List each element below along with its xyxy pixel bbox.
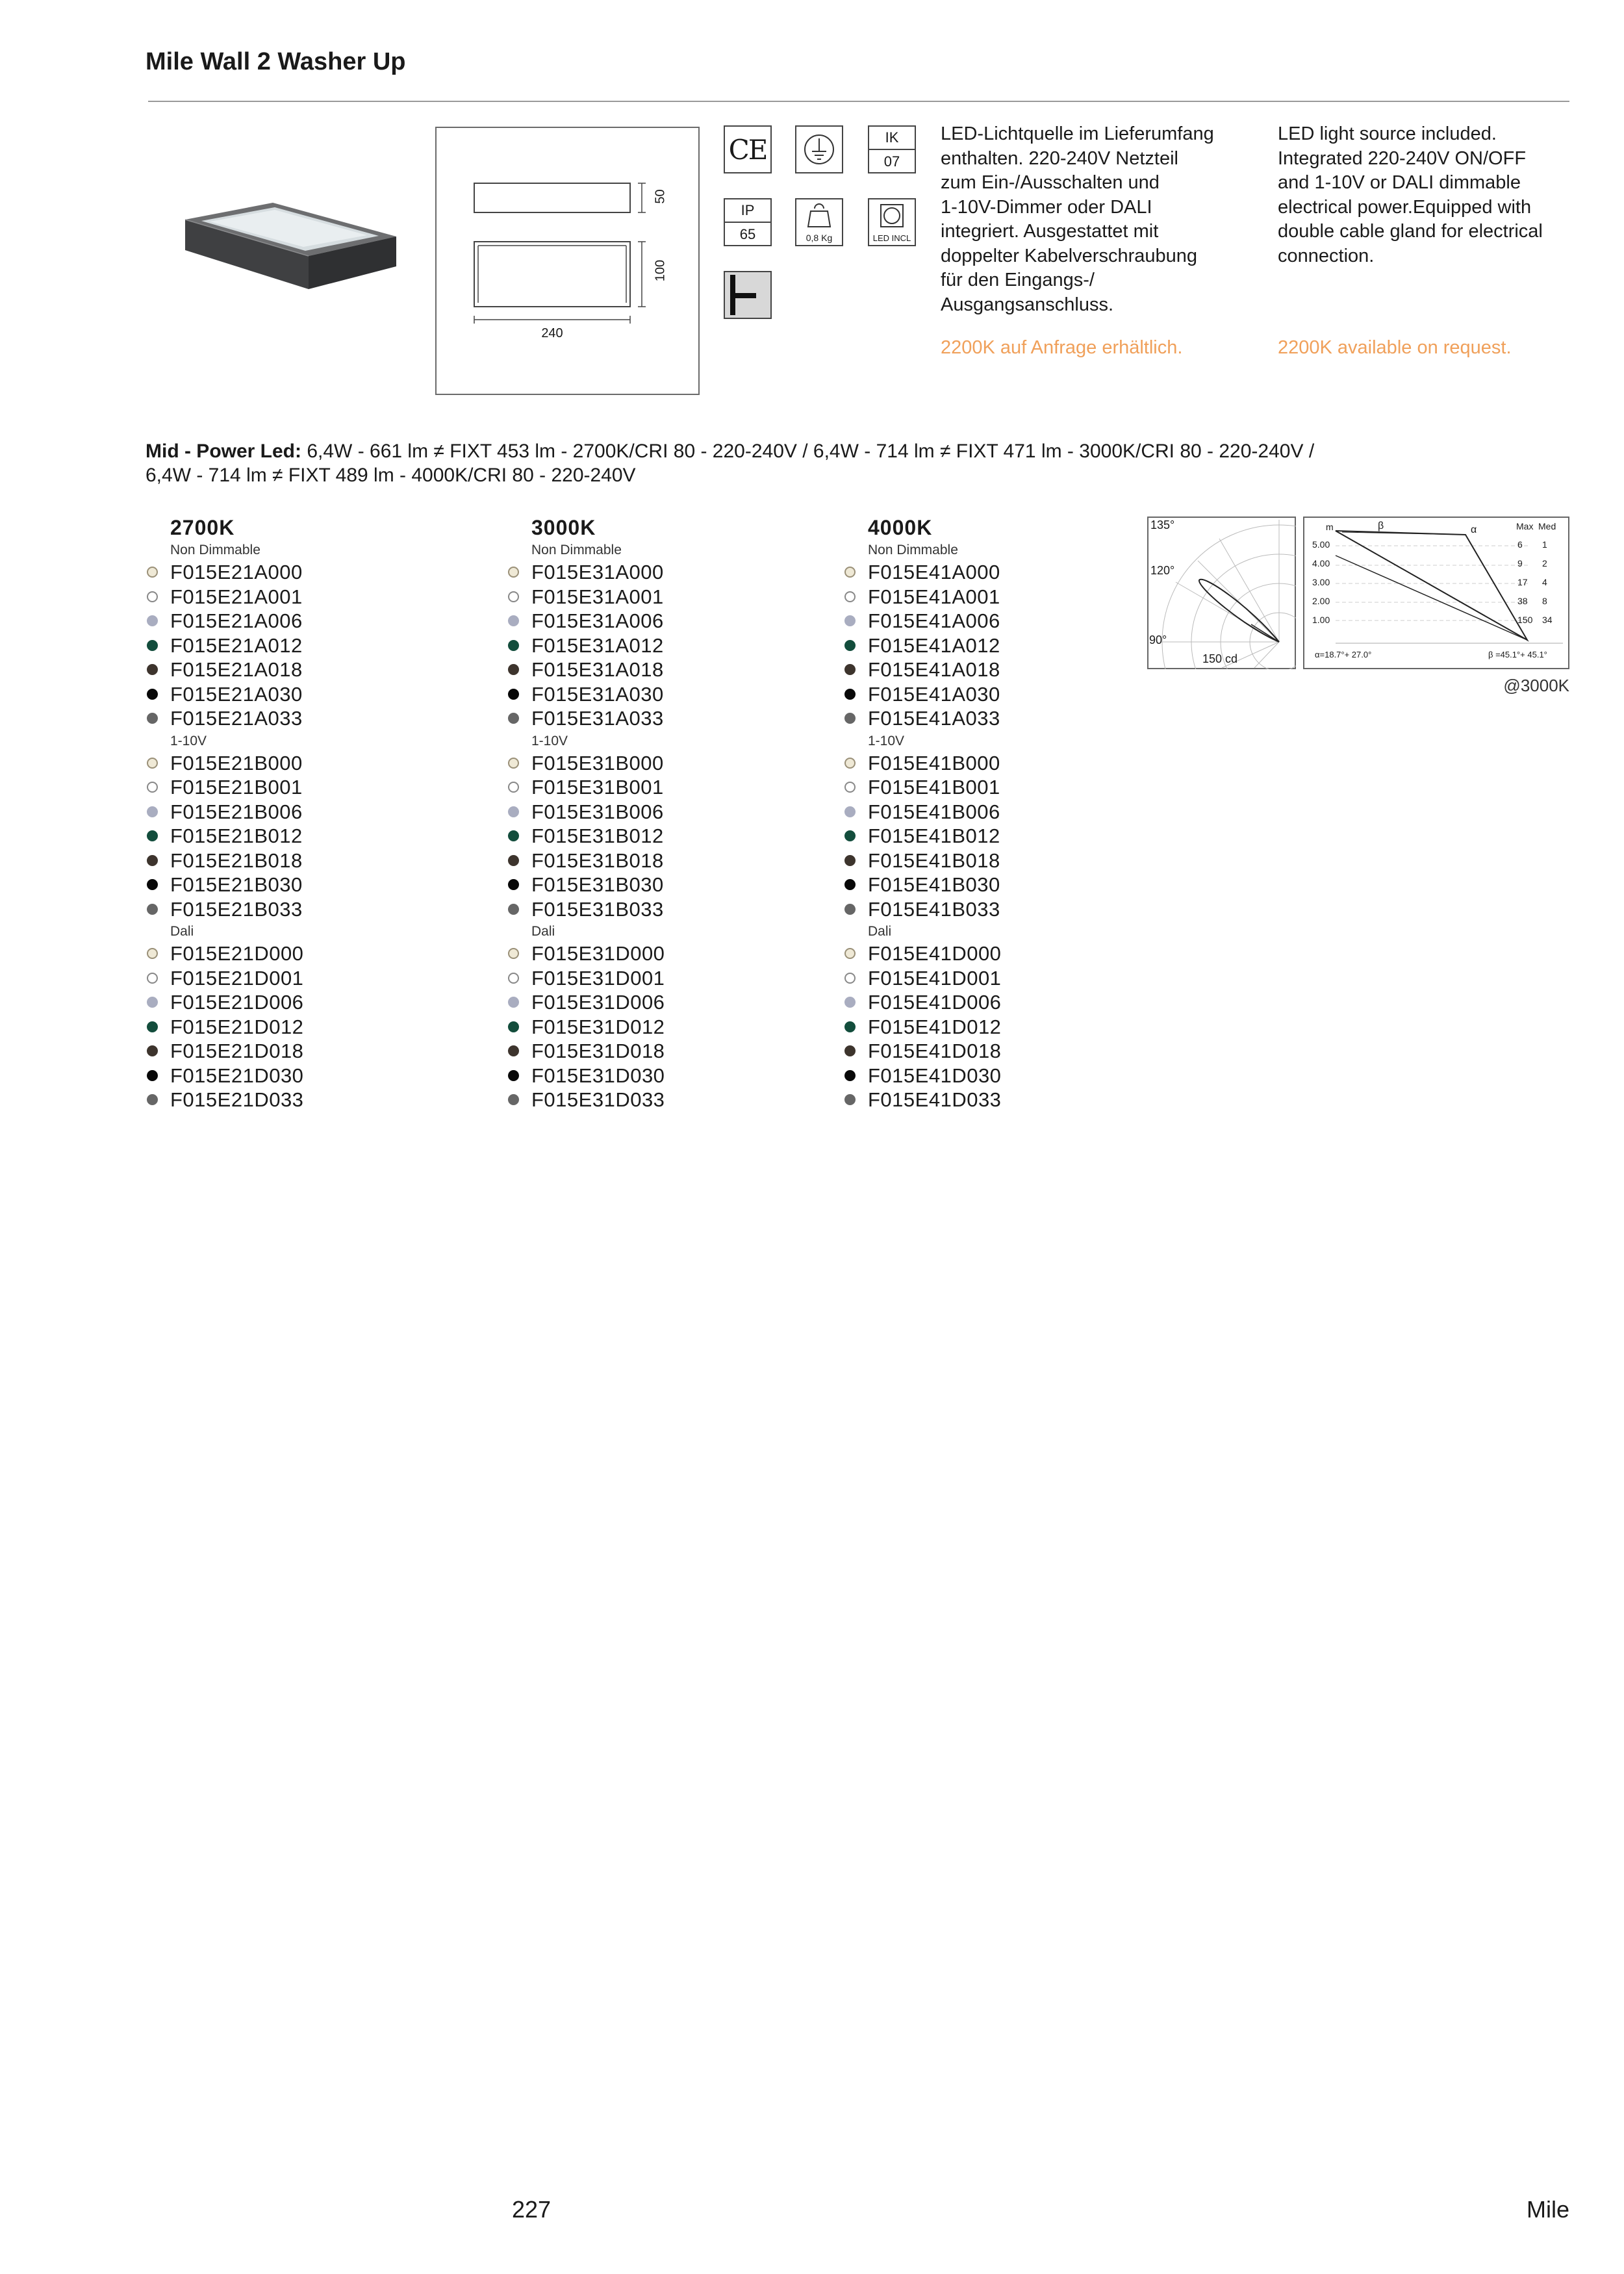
finish-swatch-icon <box>508 948 519 959</box>
finish-swatch-icon <box>147 973 158 984</box>
article-code-row <box>146 990 471 1015</box>
finish-swatch-icon <box>147 904 158 915</box>
article-code: F015E41D001 <box>868 966 1002 990</box>
article-code-row <box>844 849 1169 873</box>
finish-swatch-icon <box>147 615 158 626</box>
article-code-row <box>146 849 471 873</box>
finish-swatch-icon <box>147 689 158 700</box>
article-code: F015E31B033 <box>531 897 664 921</box>
article-code: F015E41D030 <box>868 1064 1002 1087</box>
finish-swatch-icon <box>508 1045 519 1056</box>
column-4000k <box>844 515 1169 1112</box>
finish-swatch-icon <box>147 948 158 959</box>
group-label: 1-10V <box>868 733 905 748</box>
iso-med-value: 8 <box>1542 596 1547 606</box>
article-code-row <box>146 941 471 966</box>
iso-med-value: 1 <box>1542 539 1547 550</box>
finish-swatch-icon <box>844 567 856 578</box>
iso-height-value: 5.00 <box>1312 539 1330 550</box>
description-de: LED-Lichtquelle im Lieferumfang enthalten. 220-240V Netzteil zum Ein-/Ausschalten und 1-10V-Dimmer oder DALI integriert. Ausgestattet mit doppelter Kabelverschraubung für den Eingangs-/ Ausgangsanschluss. <box>941 123 1214 315</box>
finish-swatch-icon <box>844 1021 856 1032</box>
finish-swatch-icon <box>508 997 519 1008</box>
article-code: F015E41D018 <box>868 1040 1002 1062</box>
iso-alpha-range: α=18.7°+ 27.0° <box>1315 650 1372 659</box>
article-code: F015E31A006 <box>531 609 664 632</box>
finish-swatch-icon <box>844 830 856 841</box>
article-code: F015E31B018 <box>531 849 664 872</box>
finish-swatch-icon <box>147 1021 158 1032</box>
finish-swatch-icon <box>508 689 519 700</box>
article-code-row <box>844 873 1169 897</box>
article-code: F015E31B001 <box>531 776 664 798</box>
article-code: F015E41B006 <box>868 800 1000 823</box>
article-code-row <box>844 609 1169 633</box>
power-spec-line2: 6,4W - 714 lm ≠ FIXT 489 lm - 4000K/CRI 80 - 220-240V <box>146 465 636 486</box>
finish-swatch-icon <box>844 855 856 866</box>
article-code-row <box>507 658 832 682</box>
iso-beta-label: β <box>1378 520 1384 531</box>
article-code-row <box>146 824 471 849</box>
article-code-row <box>844 897 1169 922</box>
article-code-row <box>507 897 832 922</box>
finish-swatch-icon <box>147 855 158 866</box>
description-en: LED light source included. Integrated 220-240V ON/OFF and 1-10V or DALI dimmable electrical power.Equipped with double cable gland for electrical connection. <box>1278 123 1543 266</box>
column-3000k <box>507 515 832 1112</box>
article-code: F015E31B012 <box>531 824 664 847</box>
article-code-row <box>507 873 832 897</box>
article-code-row <box>507 824 832 849</box>
article-code-row <box>507 990 832 1015</box>
finish-swatch-icon <box>147 879 158 890</box>
finish-swatch-icon <box>844 640 856 651</box>
article-code-row <box>844 966 1169 991</box>
wall-mount-icon <box>724 271 772 319</box>
iso-med-value: 34 <box>1542 615 1553 625</box>
iso-med-header: Med <box>1538 521 1556 531</box>
finish-swatch-icon <box>508 879 519 890</box>
led-included-label: LED INCL <box>872 233 911 243</box>
article-code: F015E21B012 <box>170 824 303 847</box>
led-included-icon <box>868 198 916 246</box>
article-code: F015E21D000 <box>170 942 304 965</box>
iso-alpha-label: α <box>1471 524 1477 535</box>
finish-swatch-icon <box>844 758 856 769</box>
article-code-row <box>146 1064 471 1088</box>
finish-swatch-icon <box>508 1070 519 1081</box>
article-code-row <box>507 849 832 873</box>
finish-swatch-icon <box>147 640 158 651</box>
article-code: F015E21A001 <box>170 585 303 608</box>
article-code: F015E31A033 <box>531 707 664 730</box>
iso-max-value: 9 <box>1517 558 1523 568</box>
article-code: F015E31D000 <box>531 942 665 965</box>
article-code: F015E21A006 <box>170 609 303 632</box>
finish-swatch-icon <box>147 1094 158 1105</box>
article-code-row <box>507 941 832 966</box>
article-code-row <box>844 1064 1169 1088</box>
article-code: F015E21B006 <box>170 800 303 823</box>
article-code: F015E41A030 <box>868 682 1000 706</box>
finish-swatch-icon <box>844 664 856 675</box>
finish-swatch-icon <box>508 713 519 724</box>
article-code: F015E31A030 <box>531 682 664 706</box>
finish-swatch-icon <box>147 664 158 675</box>
article-code: F015E21A030 <box>170 682 303 706</box>
note-2200k-de: 2200K auf Anfrage erhältlich. <box>941 337 1183 358</box>
article-code-row <box>146 609 471 633</box>
polar-angle-90: 90° <box>1149 633 1167 646</box>
article-code: F015E21D033 <box>170 1088 304 1111</box>
article-code: F015E31B000 <box>531 751 664 774</box>
article-code: F015E31D033 <box>531 1088 665 1111</box>
article-code-row <box>146 706 471 731</box>
article-code-row <box>146 658 471 682</box>
finish-swatch-icon <box>844 904 856 915</box>
article-code: F015E41A033 <box>868 707 1000 730</box>
finish-swatch-icon <box>844 1070 856 1081</box>
article-code-row <box>844 706 1169 731</box>
finish-swatch-icon <box>147 997 158 1008</box>
article-code: F015E41B033 <box>868 897 1000 921</box>
finish-swatch-icon <box>508 806 519 817</box>
article-code-row <box>507 706 832 731</box>
article-code: F015E21B030 <box>170 873 303 896</box>
article-code: F015E41A018 <box>868 658 1000 681</box>
finish-swatch-icon <box>508 782 519 793</box>
finish-swatch-icon <box>508 1094 519 1105</box>
article-code-row <box>507 585 832 609</box>
finish-swatch-icon <box>844 997 856 1008</box>
article-code-row <box>844 775 1169 800</box>
article-code-row <box>844 682 1169 707</box>
column-heading: 2700K <box>170 516 235 539</box>
column-heading: 4000K <box>868 516 933 539</box>
article-code-row <box>146 800 471 824</box>
article-code: F015E21A033 <box>170 707 303 730</box>
article-code: F015E31D001 <box>531 966 665 990</box>
article-code: F015E41B001 <box>868 776 1000 798</box>
finish-swatch-icon <box>147 830 158 841</box>
article-code: F015E21A000 <box>170 561 303 583</box>
article-code-row <box>146 775 471 800</box>
article-code: F015E31D006 <box>531 991 665 1014</box>
series-name: Mile <box>1526 2196 1569 2223</box>
article-code: F015E41B018 <box>868 849 1000 872</box>
article-code: F015E41B000 <box>868 751 1000 774</box>
finish-swatch-icon <box>147 1070 158 1081</box>
article-code: F015E21B033 <box>170 897 303 921</box>
finish-swatch-icon <box>508 830 519 841</box>
article-code: F015E31B030 <box>531 873 664 896</box>
article-code-row <box>146 751 471 776</box>
group-label: Non Dimmable <box>868 543 958 557</box>
weight-icon <box>795 198 843 246</box>
iso-height-value: 4.00 <box>1312 558 1330 568</box>
article-code-row <box>146 633 471 658</box>
product-image <box>172 182 409 296</box>
note-2200k-en: 2200K available on request. <box>1278 337 1512 358</box>
article-code: F015E41D006 <box>868 991 1002 1014</box>
iso-height-value: 2.00 <box>1312 596 1330 606</box>
article-code-row <box>146 1088 471 1112</box>
article-code-row <box>146 585 471 609</box>
article-code-row <box>146 966 471 991</box>
column-2700k <box>146 515 471 1112</box>
group-label: Non Dimmable <box>531 543 622 557</box>
iso-m-label: m <box>1326 522 1334 532</box>
article-code: F015E41B030 <box>868 873 1000 896</box>
earth-ground-icon <box>795 125 843 173</box>
dimension-height-bottom: 100 <box>653 259 668 282</box>
article-code-row <box>844 560 1169 585</box>
article-code-row <box>844 585 1169 609</box>
dimension-drawing <box>435 127 700 395</box>
article-code: F015E41D000 <box>868 942 1002 965</box>
page-number: 227 <box>512 2196 552 2223</box>
article-code: F015E41A001 <box>868 585 1000 608</box>
article-code: F015E41B012 <box>868 824 1000 847</box>
finish-swatch-icon <box>844 1045 856 1056</box>
article-code-row <box>507 800 832 824</box>
finish-swatch-icon <box>508 640 519 651</box>
finish-swatch-icon <box>508 615 519 626</box>
finish-swatch-icon <box>844 615 856 626</box>
article-code: F015E21D001 <box>170 966 304 990</box>
article-code-row <box>507 1039 832 1064</box>
iso-beta-range: β =45.1°+ 45.1° <box>1488 650 1547 659</box>
iso-height-value: 1.00 <box>1312 615 1330 625</box>
article-code: F015E21B018 <box>170 849 303 872</box>
article-code: F015E21A018 <box>170 658 303 681</box>
finish-swatch-icon <box>844 591 856 602</box>
finish-swatch-icon <box>844 1094 856 1105</box>
article-code-row <box>844 1088 1169 1112</box>
article-code-row <box>507 751 832 776</box>
iso-max-value: 38 <box>1517 596 1528 606</box>
finish-swatch-icon <box>147 567 158 578</box>
finish-swatch-icon <box>147 758 158 769</box>
finish-swatch-icon <box>508 567 519 578</box>
column-heading: 3000K <box>531 516 596 539</box>
article-code-row <box>146 1015 471 1040</box>
article-code-row <box>146 1039 471 1064</box>
article-code: F015E41A000 <box>868 561 1000 583</box>
iso-max-value: 17 <box>1517 577 1528 587</box>
article-code: F015E31D012 <box>531 1015 665 1038</box>
article-code: F015E31A018 <box>531 658 664 681</box>
iso-max-header: Max <box>1516 521 1534 531</box>
article-code: F015E21B001 <box>170 776 303 798</box>
finish-swatch-icon <box>844 973 856 984</box>
iso-med-value: 4 <box>1542 577 1547 587</box>
article-code: F015E31A001 <box>531 585 664 608</box>
article-code-row <box>507 560 832 585</box>
article-code-row <box>844 800 1169 824</box>
article-code: F015E21D006 <box>170 991 304 1014</box>
group-label: Dali <box>868 924 892 939</box>
article-code-row <box>844 751 1169 776</box>
page-title: Mile Wall 2 Washer Up <box>146 48 406 75</box>
article-code: F015E41D012 <box>868 1015 1002 1038</box>
article-code: F015E31D030 <box>531 1064 665 1087</box>
finish-swatch-icon <box>508 973 519 984</box>
article-code-row <box>507 966 832 991</box>
finish-swatch-icon <box>844 782 856 793</box>
power-spec-label: Mid - Power Led: <box>146 441 301 462</box>
article-code-row <box>146 873 471 897</box>
finish-swatch-icon <box>147 591 158 602</box>
article-code-row <box>844 990 1169 1015</box>
group-label: 1-10V <box>531 733 568 748</box>
finish-swatch-icon <box>844 879 856 890</box>
article-code-row <box>146 682 471 707</box>
article-code-row <box>507 1064 832 1088</box>
dimension-width: 240 <box>541 326 563 340</box>
finish-swatch-icon <box>844 689 856 700</box>
group-label: Dali <box>170 924 194 939</box>
article-code: F015E21A012 <box>170 633 303 657</box>
article-code-row <box>844 658 1169 682</box>
article-code-row <box>844 1015 1169 1040</box>
article-code: F015E41A006 <box>868 609 1000 632</box>
polar-angle-120: 120° <box>1150 564 1175 577</box>
article-code-row <box>507 682 832 707</box>
article-code: F015E31A012 <box>531 633 664 657</box>
power-spec <box>146 439 1510 487</box>
group-label: 1-10V <box>170 733 207 748</box>
illuminance-cone-diagram <box>1303 517 1569 669</box>
weight-value: 0,8 Kg <box>806 233 833 243</box>
article-code-row <box>507 1015 832 1040</box>
photometry-caption: @3000K <box>1503 676 1569 695</box>
polar-angle-135: 135° <box>1150 518 1175 531</box>
article-code-row <box>507 775 832 800</box>
article-code-row <box>507 1088 832 1112</box>
finish-swatch-icon <box>147 782 158 793</box>
article-code-row <box>844 941 1169 966</box>
group-label: Dali <box>531 924 555 939</box>
iso-height-value: 3.00 <box>1312 577 1330 587</box>
power-spec-line1: 6,4W - 661 lm ≠ FIXT 453 lm - 2700K/CRI 80 - 220-240V / 6,4W - 714 lm ≠ FIXT 471 lm - 3000K/CRI 80 - 220-240V / <box>301 441 1315 462</box>
article-code: F015E41A012 <box>868 633 1000 657</box>
polar-intensity: 150 cd <box>1202 652 1238 665</box>
article-code-row <box>844 633 1169 658</box>
finish-swatch-icon <box>147 1045 158 1056</box>
finish-swatch-icon <box>147 806 158 817</box>
group-label: Non Dimmable <box>170 543 260 557</box>
finish-swatch-icon <box>508 664 519 675</box>
title-divider <box>148 101 1569 102</box>
article-code: F015E21B000 <box>170 751 303 774</box>
finish-swatch-icon <box>508 904 519 915</box>
finish-swatch-icon <box>844 713 856 724</box>
finish-swatch-icon <box>508 591 519 602</box>
article-code: F015E31A000 <box>531 561 664 583</box>
finish-swatch-icon <box>508 758 519 769</box>
article-code: F015E31D018 <box>531 1040 665 1062</box>
finish-swatch-icon <box>508 1021 519 1032</box>
article-code: F015E21D030 <box>170 1064 304 1087</box>
ip-rating-badge: IP 65 <box>724 198 772 246</box>
ik-rating-badge: IK 07 <box>868 125 916 173</box>
article-code-row <box>507 633 832 658</box>
finish-swatch-icon <box>844 948 856 959</box>
iso-max-value: 150 <box>1517 615 1533 625</box>
iso-max-value: 6 <box>1517 539 1523 550</box>
polar-light-distribution <box>1147 517 1296 669</box>
finish-swatch-icon <box>844 806 856 817</box>
article-code: F015E21D012 <box>170 1015 304 1038</box>
article-code-row <box>507 609 832 633</box>
article-code: F015E41D033 <box>868 1088 1002 1111</box>
article-code-row <box>844 824 1169 849</box>
article-code: F015E31B006 <box>531 800 664 823</box>
finish-swatch-icon <box>147 713 158 724</box>
article-code: F015E21D018 <box>170 1040 304 1062</box>
article-code-row <box>844 1039 1169 1064</box>
iso-med-value: 2 <box>1542 558 1547 568</box>
dimension-height-top: 50 <box>653 189 668 204</box>
ce-mark-icon: CE <box>724 125 772 173</box>
article-code-row <box>146 897 471 922</box>
article-code-row <box>146 560 471 585</box>
finish-swatch-icon <box>508 855 519 866</box>
